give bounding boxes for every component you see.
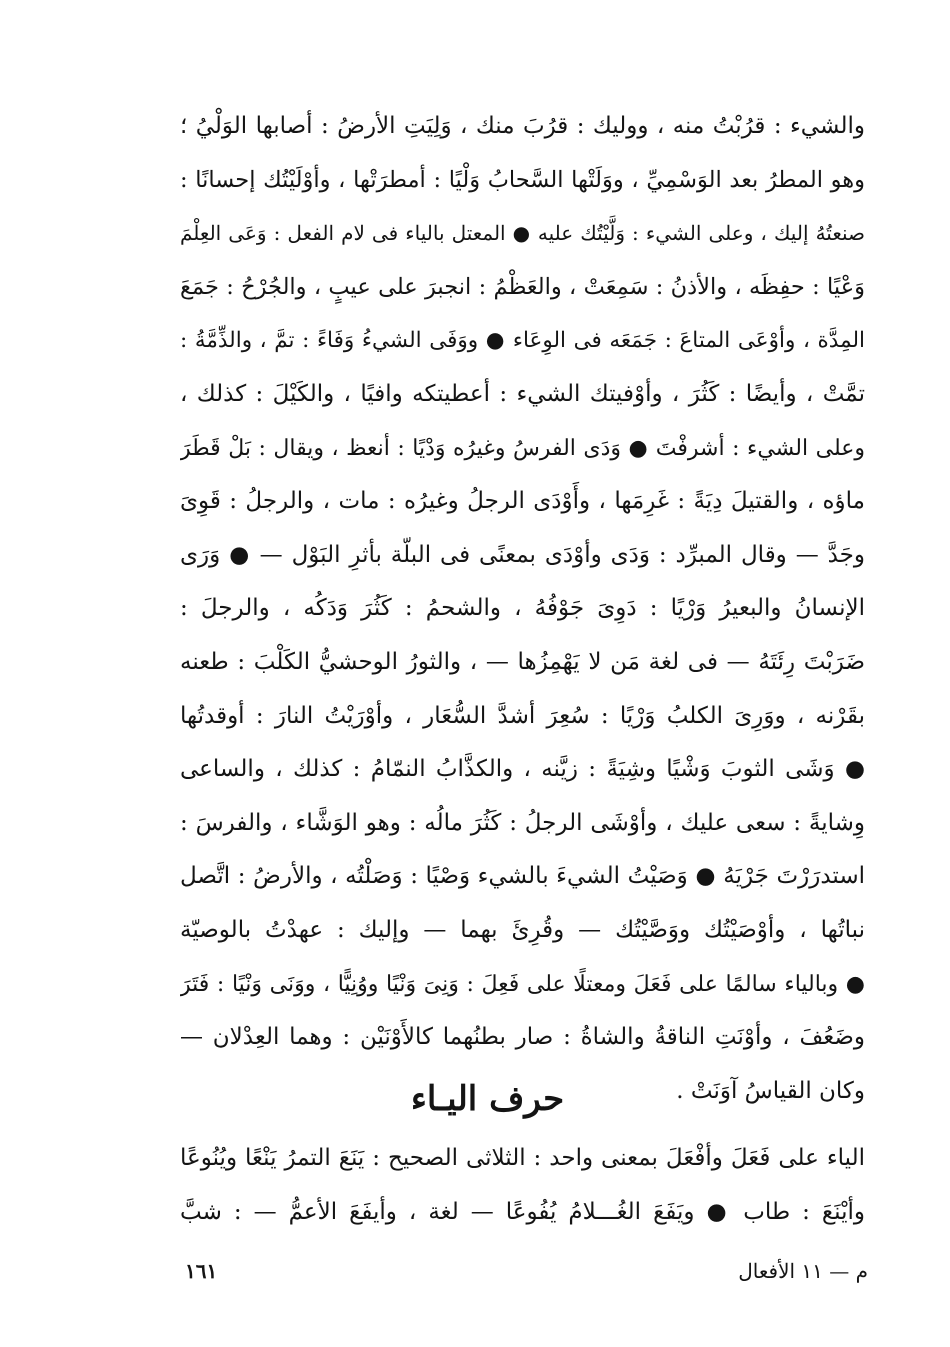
passage-line: وجَدَّ — وقال المبرِّد : وَدَى وأوْدَى بمعنًى فى البلّة بأثرِ البَوْل — ● وَرَى: [180, 541, 865, 568]
passage-line: وَعْيًا : حفِظَه ، والأذنُ : سَمِعَتْ ، والعَظْمُ : انجبرَ على عيبٍ ، والجُرْحُ : جَمَعَ: [180, 273, 865, 300]
passage-line: تمَّتْ ، وأيضًا : كَثُرَ ، وأوْفيتك الشيء : أعطيتكه وافيًا ، والكَيْلَ : كذلك ،: [180, 380, 865, 407]
passage-line: المِدَّة ، وأوْعَى المتاعَ : جَمَعَه فى الوِعَاء ● ووَفَى الشيءُ وَفَاءً : تمَّ ، والذِّمَّةُ :: [180, 328, 865, 354]
passage-line: ضَرَبْتَ رِئَتَهُ — فى لغة مَن لا يَهْمِزُها — ، والثورُ الوحشيُّ الكَلْبَ : طعنه: [180, 648, 865, 675]
passage-line: وهو المطرُ بعد الوَسْمِيِّ ، ووَلَتْها السَّحابُ وَلْيًا : أمطرَتْها ، وأوْلَيْتُك إحسانًا :: [180, 166, 865, 193]
page-number: ١٦١: [185, 1259, 218, 1283]
passage-line: ● وبالياء سالمًا على فَعَلَ ومعتلًا على فَعِلَ : وَنِىَ وَنْيًا ووُنِيًّا ، ووَنَى وَنْيًا : فَتَرَ: [180, 971, 865, 997]
passage-line: نباتُها ، وأوْصَيْتُك ووَصَّيْتُك — وقُرِئَ بهما — وإليك : عهدْتُ بالوصيّة: [180, 916, 865, 943]
passage-line: الإنسانُ والبعيرُ وَرْيًا : دَوِىَ جَوْفُهُ ، والشحمُ : كَثُرَ وَدَكُه ، والرجلَ :: [180, 595, 865, 622]
section-line: وأيْنَعَ : طاب ● ويَفَعَ الغُـــلامُ يُفُوعًا — لغة ، وأيفَعَ الأعمُّ — : شبَّ: [180, 1198, 865, 1225]
passage-line: بقَرْنه ، ووَرِىَ الكلبُ وَرْيًا : سُعِرَ أشدَّ السُّعَار ، وأوْرَيْتُ النارَ : أوقدتُها: [180, 702, 865, 729]
passage-line: وكان القياسُ آوَنَتْ .: [676, 1077, 865, 1104]
passage-line: وضَعُفَ ، وأوْنَتِ الناقةُ والشاةُ : صار بطنُهما كالأَوْنَيْن : وهما العِدْلان —: [180, 1024, 865, 1051]
section-passage: [180, 1132, 865, 1239]
printer-signature: م — ١١ الأفعال: [738, 1259, 868, 1283]
passage-line: صنعتُهُ إليك ، وعلى الشيء : وَلَّيْتُك عليه ● المعتل بالياء فى لام الفعل : وَعَى العِلْمَ: [180, 221, 865, 246]
section-line: الياء على فَعَلَ وأفْعَلَ بمعنى واحد : الثلاثى الصحيح : يَنَعَ التمرُ يَنْعًا ويُنُوعًا: [180, 1145, 865, 1171]
main-passage: [180, 100, 865, 1118]
passage-line: والشيء : قرُبْتُ منه ، ووليك : قرُبَ منك ، وَلِيَتِ الأرضُ : أصابها الوَلْيُ ؛: [180, 113, 865, 139]
passage-line: استدرَرْتَ جَرْيَهُ ● وَصَيْتُ الشيءَ بالشيء وَصْيًا : وَصَلْتُه ، والأرضُ : اتَّصل: [180, 863, 865, 890]
passage-line: ماؤه ، والقتيلَ دِيَةً : غَرِمَها ، وأَوْدَى الرجلُ وغيرُه : مات ، والرجلُ : قَوِىَ: [180, 488, 865, 515]
passage-line: وِشايةً : سعى عليك ، وأوْشَى الرجلُ : كَثُرَ مالُه : وهو الوَشَّاء ، والفرسَ :: [180, 809, 865, 836]
section-heading: حرف اليـاء: [410, 1079, 565, 1119]
passage-line: وعلى الشيء : أشرفْتَ ● وَدَى الفرسُ وغيرُه وَدْيًا : أنعظ ، ويقال : بَلْ قَطَرَ: [180, 435, 865, 461]
passage-line: ● وَشَى الثوبَ وَشْيًا وشِيَةً : زيَّنه ، والكذَّابُ النمّامُ : كذلك ، والساعى: [180, 756, 865, 783]
